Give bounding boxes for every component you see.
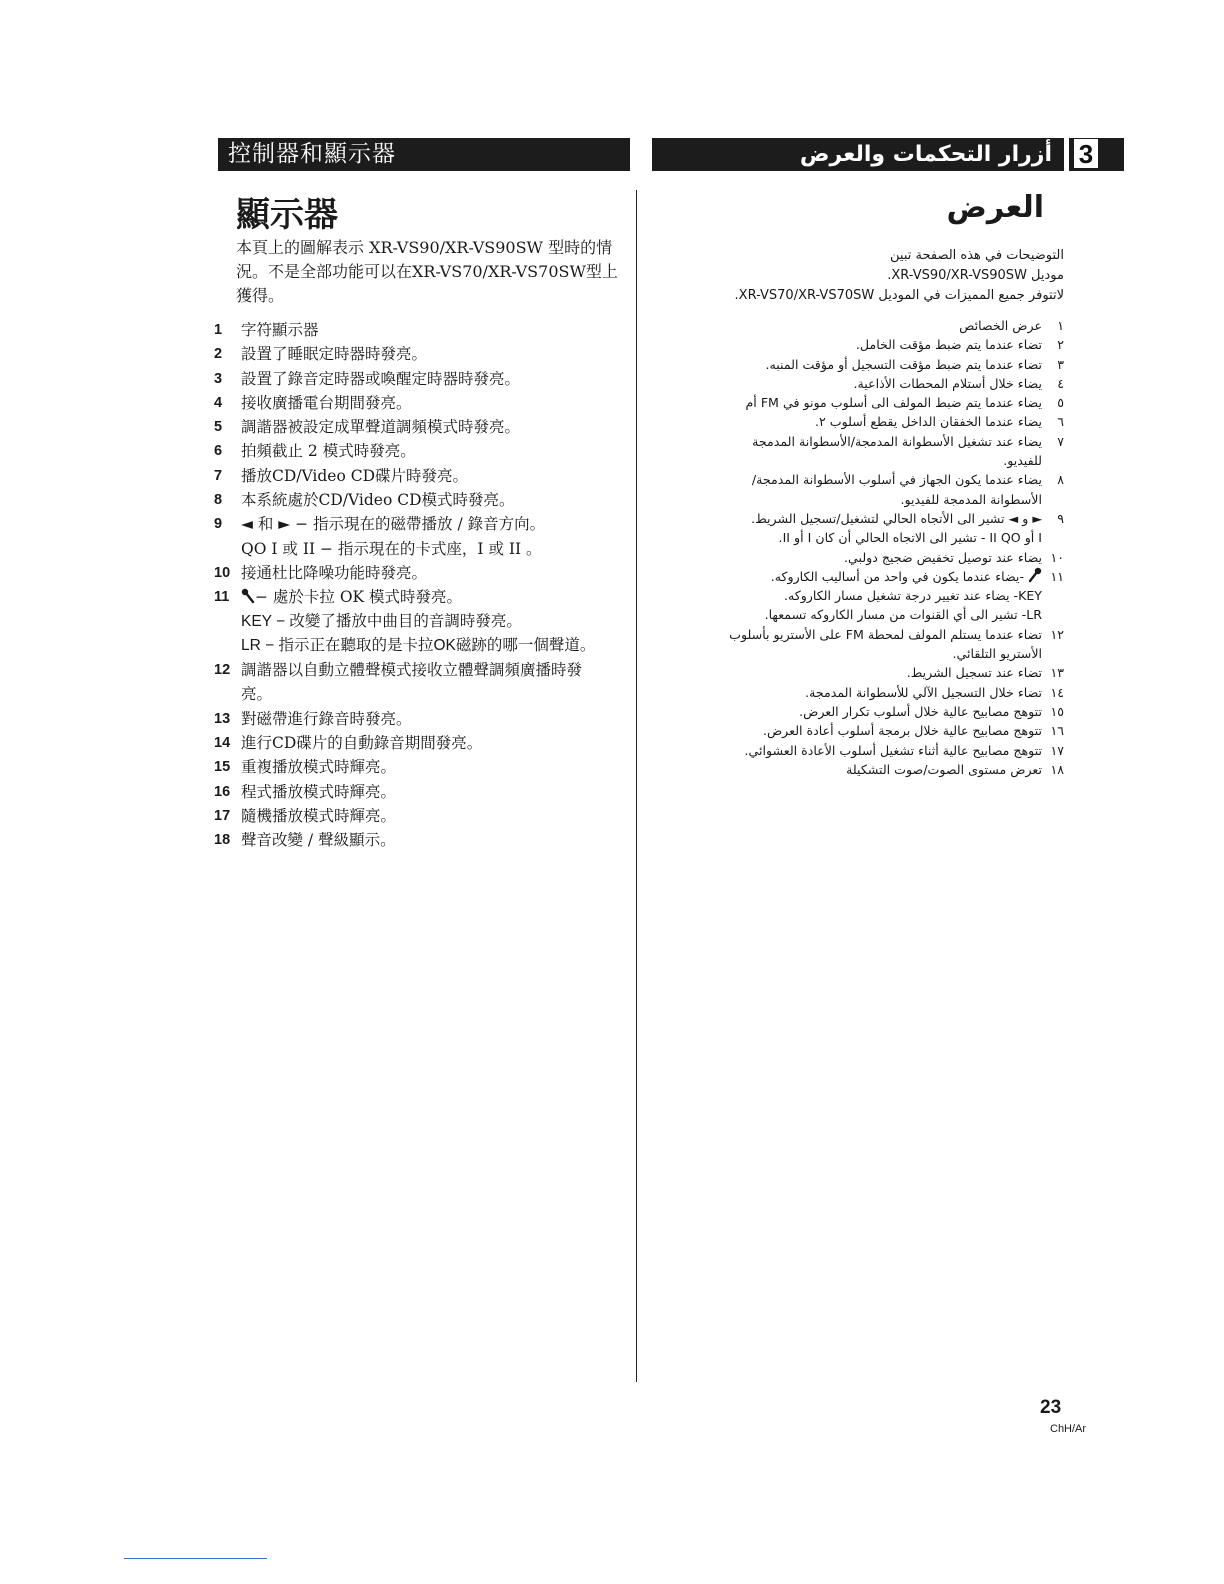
list-item: ١٥ تتوهج مصابيح عالية خلال أسلوب تكرار العرض.	[799, 703, 1064, 719]
page-language-code: ChH/Ar	[1050, 1423, 1087, 1435]
list-item: ١٤ تضاء خلال التسجيل الآلي للأسطوانة المدمجة.	[805, 684, 1064, 700]
list-item: 13 對磁帶進行錄音時發亮。	[214, 709, 412, 728]
list-item: ١٦ تتوهج مصابيح عالية خلال برمجة أسلوب أعادة العرض.	[762, 723, 1064, 739]
list-item: ٨ يضاء عندما يكون الجهاز في أسلوب الأسطوانة المدمجة/ الأسطوانة المدمجة للفيديو.	[751, 472, 1064, 507]
section-number-badge	[1069, 138, 1124, 171]
list-item: 18 聲音改變 / 聲級顯示。	[214, 831, 396, 850]
chinese-heading: 顯示器	[236, 195, 338, 235]
list-item: 8 本系統處於CD/Video CD模式時發亮。	[214, 491, 515, 510]
list-item: 7 播放CD/Video CD碟片時發亮。	[214, 466, 469, 485]
list-item: 5 調諧器被設定成單聲道調頻模式時發亮。	[214, 418, 521, 437]
arabic-intro: التوضيحات في هذه الصفحة تبين موديل XR-VS90/XR-VS90SW. لاتتوفر جميع المميزات في الموديل XR-VS70/XR-VS70SW.	[734, 248, 1064, 303]
chinese-section-title: 控制器和顯示器	[228, 141, 396, 167]
arabic-heading: العرض	[946, 190, 1044, 225]
list-item: 14 進行CD碟片的自動錄音期間發亮。	[214, 734, 483, 753]
list-item: 2 設置了睡眠定時器時發亮。	[214, 345, 428, 364]
list-item: 6 拍頻截止 2 模式時發亮。	[214, 442, 416, 461]
list-item: 15 重複播放模式時輝亮。	[214, 758, 397, 777]
chinese-section-header	[218, 138, 630, 171]
list-item: ٣ تضاء عندما يتم ضبط مؤقت التسجيل أو مؤقت المنبه.	[765, 356, 1064, 372]
arabic-section-title: أزرار التحكمات والعرض	[799, 142, 1052, 167]
list-item: ٤ يضاء خلال أستلام المحطات الأذاعية.	[853, 375, 1064, 391]
list-item: ٥ يضاء عندما يتم ضبط المولف الى أسلوب مونو في FM أم	[745, 395, 1064, 411]
list-item: 3 設置了錄音定時器或喚醒定時器時發亮。	[214, 369, 521, 388]
list-item: 11 − 處於卡拉 OK 模式時發亮。 KEY − 改變了播放中曲目的音調時發亮。 LR − 指示正在聽取的是卡拉OK磁跡的哪一個聲道。	[214, 588, 596, 654]
arabic-item-list	[634, 316, 1064, 779]
list-item: ١٢ تضاء عندما يستلم المولف لمحطة FM على الأستريو بأسلوب الأستريو التلقائي.	[729, 626, 1064, 662]
list-item: ١ عرض الخصائص	[959, 318, 1064, 333]
page-number: 23	[1040, 1397, 1062, 1418]
list-item: ٦ يضاء عندما الخفقان الداخل يقطع أسلوب ٢.	[814, 414, 1064, 430]
list-item: ٢ تضاء عندما يتم ضبط مؤقت الخامل.	[855, 337, 1064, 353]
arabic-section-header	[652, 138, 1064, 171]
list-item: ١١ -يضاء عندما يكون في واحد من أساليب الكاروكه. KEY- يضاء عند تغيير درجة تشغيل مسار الكاروكه. LR- تشير الى أي القنوات من مسار الكاروكه تسمعها.	[764, 568, 1064, 623]
list-item: ٩ ► و ◄ تشير الى الأتجاه الحالي لتشغيل/تسجيل الشريط. I أو II QO - تشير الى الاتجاه الحالي أن كان I أو II.	[751, 510, 1064, 546]
list-item: 1 字符顯示器	[214, 321, 319, 339]
list-item: ١٧ تتوهج مصابيح عالية أثناء تشغيل أسلوب الأعادة العشوائي.	[744, 742, 1064, 758]
list-item: ١٨ تعرض مستوى الصوت/صوت التشكيلة	[846, 761, 1064, 777]
list-item: 12 調諧器以自動立體聲模式接收立體聲調頻廣播時發 亮。	[214, 661, 583, 704]
karaoke-mic-icon	[241, 588, 255, 604]
list-item: 10 接通杜比降噪功能時發亮。	[214, 563, 428, 582]
chinese-item-list	[214, 318, 634, 853]
section-number: 3	[1074, 139, 1098, 168]
list-item: 9 ◄ 和 ► − 指示現在的磁帶播放 / 錄音方向。 QO I 或 II − 指示現在的卡式座，I 或 II 。	[214, 515, 546, 558]
list-item: ١٣ تضاء عند تسجيل الشريط.	[906, 665, 1064, 681]
chinese-intro: 本頁上的圖解表示 XR-VS90/XR-VS90SW 型時的情況。不是全部功能可以在XR-VS70/XR-VS70SW型上獲得。	[236, 238, 618, 305]
list-item: 17 隨機播放模式時輝亮。	[214, 806, 397, 825]
list-item: ١٠ يضاء عند توصيل تخفيض ضجيج دولبي.	[844, 549, 1064, 565]
list-item: 4 接收廣播電台期間發亮。	[214, 393, 412, 412]
karaoke-mic-icon	[1028, 567, 1042, 583]
list-item: ٧ يضاء عند تشغيل الأسطوانة المدمجة/الأسطوانة المدمجة للفيديو.	[752, 433, 1064, 469]
footer-rule	[124, 1558, 267, 1559]
list-item: 16 程式播放模式時輝亮。	[214, 782, 397, 801]
